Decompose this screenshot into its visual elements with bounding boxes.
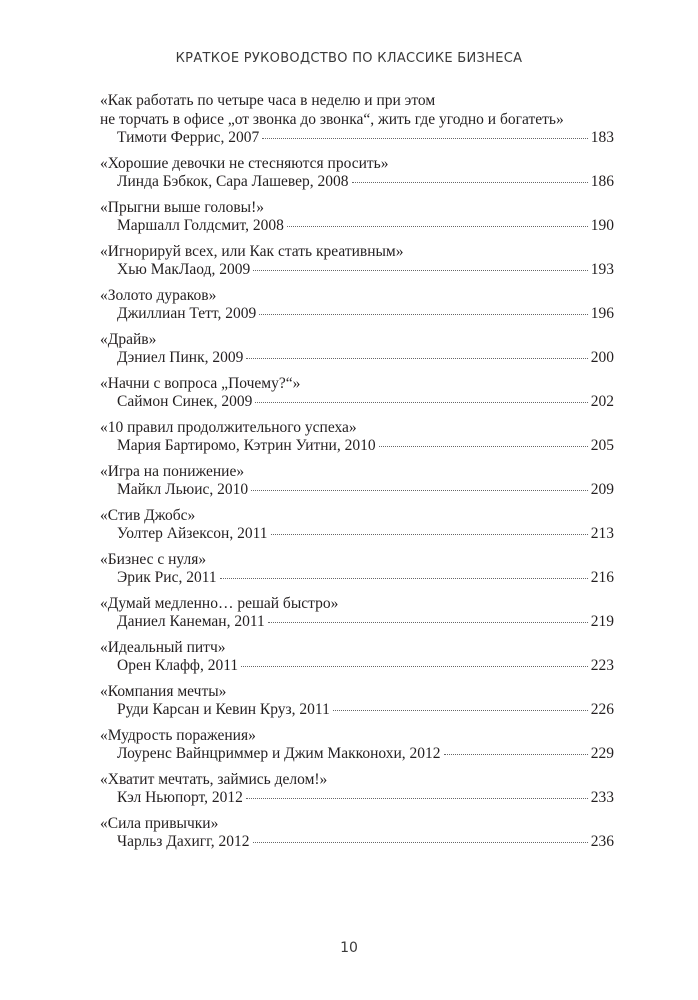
- toc-entry-author-line: [100, 217, 614, 236]
- toc-entry-page: 205: [590, 437, 614, 454]
- toc-entry-author-line: [100, 525, 614, 544]
- toc-entry-author-line: [100, 393, 614, 412]
- toc-entry-title: «Идеальный питч»: [100, 638, 226, 656]
- toc-entry-author: Саймон Синек, 2009: [117, 393, 253, 410]
- toc-entry: [100, 507, 614, 544]
- toc-entry-page: 183: [590, 129, 614, 146]
- toc-entry-title: «Драйв»: [100, 330, 157, 348]
- toc-entry-title: «Бизнес с нуля»: [100, 550, 207, 568]
- toc-entry-author: Майкл Льюис, 2010: [117, 481, 249, 498]
- toc-entry-author-line: [100, 657, 614, 676]
- toc-entry-author: Дэниел Пинк, 2009: [117, 349, 244, 366]
- dot-leader: [255, 402, 587, 403]
- dot-leader: [241, 666, 588, 667]
- dot-leader: [333, 710, 588, 711]
- toc-entry-title: «Сила привычки»: [100, 814, 219, 832]
- toc-entry-author-line: [100, 833, 614, 852]
- toc-entry: [100, 92, 614, 148]
- toc-entry-title: «Начни с вопроса „Почему?“»: [100, 374, 301, 392]
- dot-leader: [251, 490, 588, 491]
- toc-entry-page: 196: [590, 305, 614, 322]
- toc-entry: [100, 639, 614, 676]
- toc-entry-author-line: [100, 481, 614, 500]
- toc-entry: [100, 771, 614, 808]
- table-of-contents: [100, 92, 614, 859]
- toc-entry-page: 202: [590, 393, 614, 410]
- toc-entry-page: 236: [590, 833, 614, 850]
- toc-entry-page: 226: [590, 701, 614, 718]
- toc-entry-author: Эрик Рис, 2011: [117, 569, 217, 586]
- dot-leader: [246, 798, 588, 799]
- toc-entry-title: «Хватит мечтать, займись делом!»: [100, 770, 328, 788]
- toc-entry-title: «Компания мечты»: [100, 682, 227, 700]
- toc-entry: [100, 155, 614, 192]
- toc-entry-page: 219: [590, 613, 614, 630]
- toc-entry: [100, 595, 614, 632]
- toc-entry: [100, 287, 614, 324]
- toc-entry: [100, 683, 614, 720]
- toc-entry-author-line: [100, 745, 614, 764]
- toc-entry-author: Руди Карсан и Кевин Круз, 2011: [117, 701, 330, 718]
- toc-entry-page: 233: [590, 789, 614, 806]
- toc-entry-page: 190: [590, 217, 614, 234]
- toc-entry: [100, 727, 614, 764]
- toc-entry-title: «10 правил продолжительного успеха»: [100, 418, 357, 436]
- dot-leader: [259, 314, 587, 315]
- toc-entry-author: Линда Бэбкок, Сара Лашевер, 2008: [117, 173, 349, 190]
- toc-entry-author-line: [100, 261, 614, 280]
- toc-entry-page: 193: [590, 261, 614, 278]
- toc-entry-title: «Игнорируй всех, или Как стать креативным»: [100, 242, 404, 260]
- dot-leader: [271, 534, 588, 535]
- toc-entry: [100, 331, 614, 368]
- toc-entry: [100, 199, 614, 236]
- toc-entry-author: Лоуренс Вайнцриммер и Джим Макконохи, 2012: [117, 745, 441, 762]
- dot-leader: [246, 358, 587, 359]
- toc-entry-title: «Стив Джобс»: [100, 506, 196, 524]
- toc-entry-author-line: [100, 569, 614, 588]
- toc-entry: [100, 419, 614, 456]
- toc-entry-author: Кэл Ньюпорт, 2012: [117, 789, 243, 806]
- toc-entry-author-line: [100, 437, 614, 456]
- toc-entry-title: «Как работать по четыре часа в неделю и при этом: [100, 92, 436, 109]
- toc-entry-title: «Мудрость поражения»: [100, 726, 256, 744]
- dot-leader: [379, 446, 588, 447]
- dot-leader: [220, 578, 588, 579]
- toc-entry-author-line: [100, 613, 614, 632]
- toc-entry-author: Даниел Канеман, 2011: [117, 613, 265, 630]
- toc-entry-author-line: [100, 173, 614, 192]
- toc-entry-author-line: [100, 789, 614, 808]
- toc-entry-author: Мария Бартиромо, Кэтрин Уитни, 2010: [117, 437, 376, 454]
- toc-entry: [100, 243, 614, 280]
- toc-entry-author-line: [100, 305, 614, 324]
- toc-entry-page: 216: [590, 569, 614, 586]
- dot-leader: [444, 754, 588, 755]
- toc-entry-title: «Игра на понижение»: [100, 462, 245, 480]
- toc-entry-page: 223: [590, 657, 614, 674]
- toc-entry-author: Чарльз Дахигг, 2012: [117, 833, 250, 850]
- toc-entry-author: Тимоти Феррис, 2007: [117, 129, 260, 146]
- toc-entry-author-line: [100, 349, 614, 368]
- toc-entry-page: 200: [590, 349, 614, 366]
- toc-entry-title: «Золото дураков»: [100, 286, 217, 304]
- toc-entry-title: «Хорошие девочки не стесняются просить»: [100, 154, 389, 172]
- dot-leader: [287, 226, 588, 227]
- toc-entry-author: Орен Клафф, 2011: [117, 657, 239, 674]
- dot-leader: [352, 182, 588, 183]
- toc-entry-title: «Думай медленно… решай быстро»: [100, 594, 339, 612]
- toc-entry-author: Уолтер Айзексон, 2011: [117, 525, 268, 542]
- toc-entry-author-line: [100, 129, 614, 148]
- toc-entry: [100, 375, 614, 412]
- dot-leader: [253, 842, 588, 843]
- dot-leader: [262, 138, 588, 139]
- toc-entry-author: Джиллиан Тетт, 2009: [117, 305, 257, 322]
- toc-entry-author: Маршалл Голдсмит, 2008: [117, 217, 284, 234]
- running-header: КРАТКОЕ РУКОВОДСТВО ПО КЛАССИКЕ БИЗНЕСА: [175, 51, 523, 66]
- toc-entry-page: 229: [590, 745, 614, 762]
- toc-entry-author-line: [100, 701, 614, 720]
- toc-entry: [100, 815, 614, 852]
- dot-leader: [253, 270, 588, 271]
- toc-entry: [100, 551, 614, 588]
- toc-entry: [100, 463, 614, 500]
- toc-entry-page: 209: [590, 481, 614, 498]
- toc-entry-author: Хью МакЛаод, 2009: [117, 261, 251, 278]
- toc-entry-title: «Прыгни выше головы!»: [100, 198, 264, 216]
- page-number: 10: [340, 940, 358, 956]
- toc-entry-title: не торчать в офисе „от звонка до звонка“, жить где угодно и богатеть»: [100, 110, 564, 128]
- toc-entry-page: 186: [590, 173, 614, 190]
- dot-leader: [268, 622, 588, 623]
- toc-entry-page: 213: [590, 525, 614, 542]
